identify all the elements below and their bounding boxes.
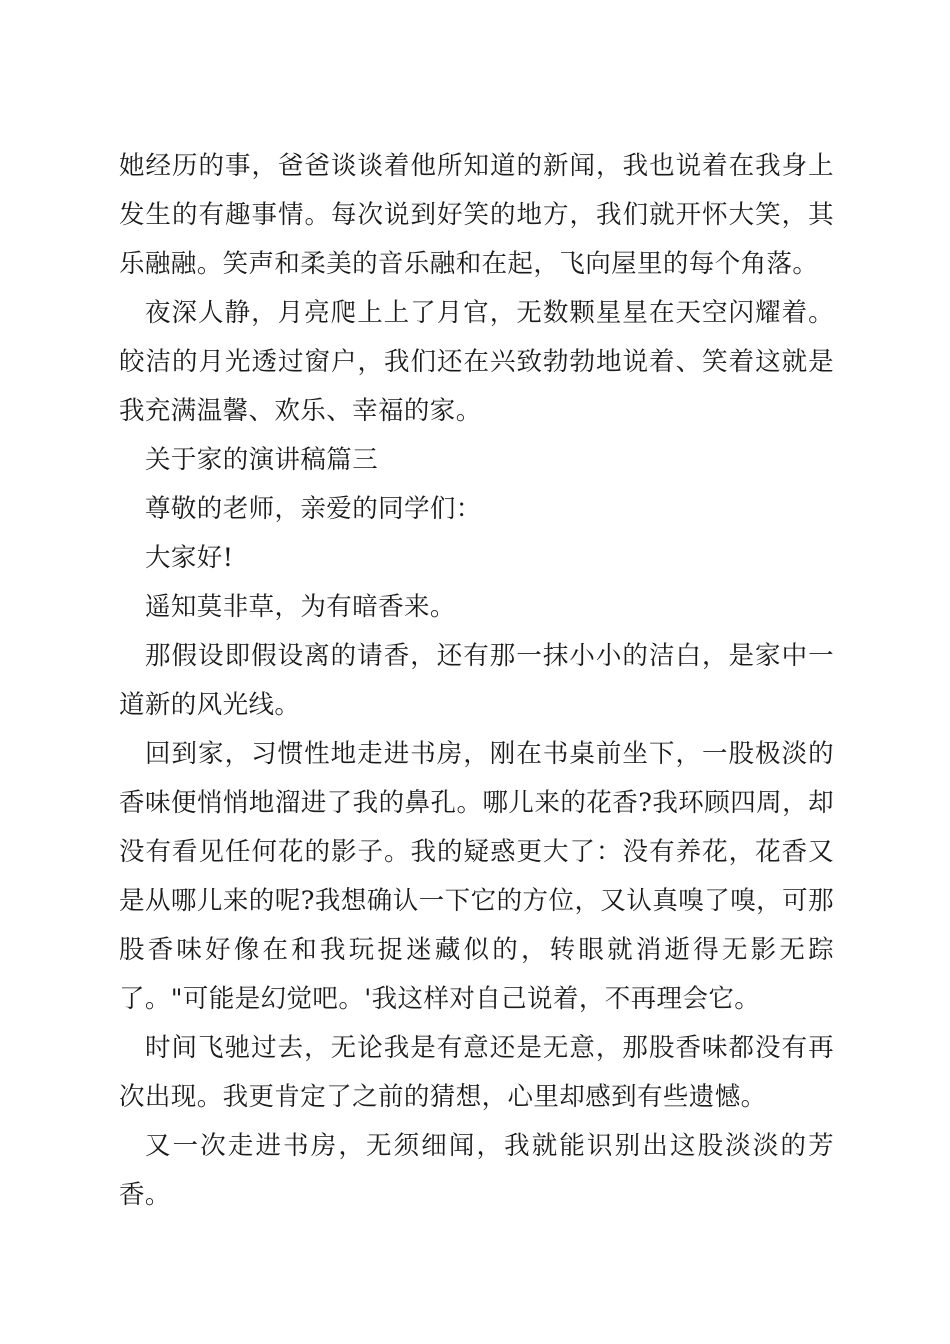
greeting: 大家好!: [145, 543, 234, 573]
paragraph-10: 又一次走进书房，无须细闻，我就能识别出这股淡淡的芳香。: [119, 1131, 834, 1210]
paragraph-poem-line: 遥知莫非草，为有暗香来。: [145, 592, 456, 622]
section-heading: 关于家的演讲稿篇三: [145, 445, 379, 475]
paragraph-2: 夜深人静，月亮爬上上了月官，无数颗星星在天空闪耀着。皎洁的月光透过窗户，我们还在兴致勃勃地说着、笑着这就是我充满温馨、欢乐、幸福的家。: [119, 298, 834, 426]
paragraph-9: 时间飞驰过去，无论我是有意还是无意，那股香味都没有再次出现。我更肯定了之前的猜想，心里却感到有些遗憾。: [119, 1033, 834, 1112]
paragraph-7: 那假设即假设离的请香，还有那一抹小小的洁白，是家中一道新的风光线。: [119, 641, 834, 720]
salutation: 尊敬的老师，亲爱的同学们：: [145, 494, 482, 524]
paragraph-8: 回到家，习惯性地走进书房，刚在书桌前坐下，一股极淡的香味便悄悄地溜进了我的鼻孔。哪儿来的花香?我环顾四周，却没有看见任何花的影子。我的疑惑更大了：没有养花，花香又是从哪儿来的呢?我想确认一下它的方位，又认真嗅了嗅，可那股香味好像在和我玩捉迷藏似的，转眼就消逝得无影无踪了。"可能是幻觉吧。'我这样对自己说着，不再理会它。: [119, 739, 834, 1014]
paragraph-1: 她经历的事，爸爸谈谈着他所知道的新闻，我也说着在我身上发生的有趣事情。每次说到好笑的地方，我们就开怀大笑，其乐融融。笑声和柔美的音乐融和在起，飞向屋里的每个角落。: [119, 151, 834, 279]
document-page: [119, 142, 834, 1220]
